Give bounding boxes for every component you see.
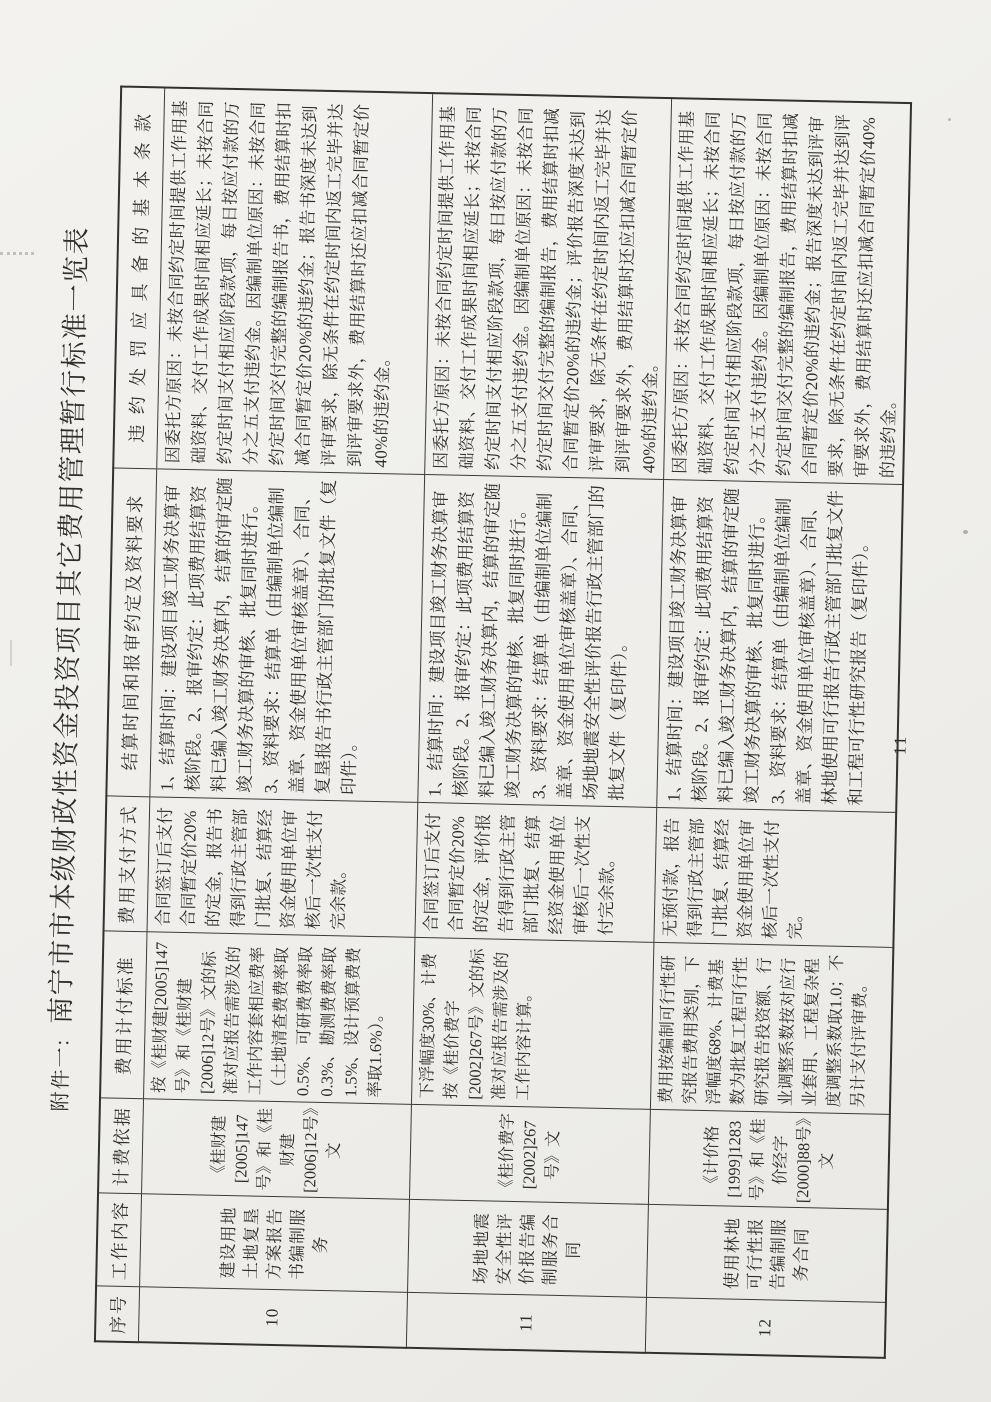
cell-fee-standard: 费用按编制可行性研究报告费用类别，下浮幅度68%、计费基数为批复工程可行性研究报告投资额、行业调整系数按对应行业套用、工程复杂程度调整系数取1.0；不另计支付评审费。 (650, 943, 893, 1115)
cell-fee-standard: 按《桂财建[2005]147号》和《桂财建[2006]12号》文的标准对应报告需涉及的工作内容套相应费率（土地清查费费率取0.5%、可研费费率取0.3%、勘测费费率取1.5%、设计预算费费率取1.6%）。 (143, 932, 414, 1105)
cell-settlement-terms: 1、结算时间：建设项目竣工财务决算审核阶段。2、报审约定：此项费用结算资料已编入竣工财务决算内，结算的审定随竣工财务决算的审核、批复同时进行。3、资料要求：结算单（由编制单位编制盖章、资金使用单位审核盖章）、合同、林地使用可行报告行政主管部门批复文件和工程可行性研究报告（复印件）。 (656, 480, 903, 813)
cell-settlement-terms: 1、结算时间：建设项目竣工财务决算审核阶段。2、报审约定：此项费用结算资料已编入竣工财务决算内，结算的审定随竣工财务决算的审核、批复同时进行。3、资料要求：结算单（由编制单位编制盖章、资金使用单位审核盖章）、合同、场地地震安全性评价报告行政主管部门的批复文件（复印件）。 (417, 475, 663, 808)
column-header-fee-basis: 计费依据 (98, 1098, 143, 1194)
column-header-fee-standard: 费用计付标准 (100, 931, 146, 1099)
cell-seq: 11 (406, 1293, 646, 1353)
column-header-work-content: 工作内容 (96, 1193, 141, 1287)
cell-work-content: 建设用地土地复垦方案报告书编制服务 (139, 1194, 409, 1293)
fee-standard-table (94, 86, 912, 1359)
column-header-payment-method: 费用支付方式 (104, 796, 150, 932)
cell-work-content: 使用林地可行性报告编制服务合同 (646, 1205, 888, 1303)
cell-work-content: 场地地震安全性评价报告编制服务合同 (407, 1200, 648, 1298)
cell-payment-method: 合同签订后支付合同暂定价20%的定金，评价报告得到行政主管部门批复、结算经资金使用单位审核后一次性支付完余款。 (414, 803, 656, 943)
cell-fee-basis: 《桂财建[2005]147号》和《桂财建[2006]12号》文 (141, 1099, 411, 1200)
attachment-label: 附件一: (49, 1037, 74, 1112)
cell-fee-basis: 《计价格[1999]1283号》和《桂价经字[2000]88号》文 (648, 1110, 890, 1210)
cell-payment-method: 无预付款，报告得到行政主管部门批复、结算经资金使用单位审核后一次性支付完。 (653, 808, 896, 948)
cell-breach-clause: 因委托方原因：未按合同约定时间提供工作用基础资料、交付工作成果时间相应延长；未按合同约定时间支付相应阶段款项，每日按应付款的万分之五支付违约金。因编制单位原因：未按合同约定时间交付完整的编制报告，费用结算时扣减合同暂定价20%的违约金；报告深度未达到评审要求，除无条件在约定时间内返工完毕并达到评审要求外，费用结算时还应扣减合同暂定价40%的违约金。 (663, 98, 911, 485)
cell-seq: 12 (645, 1298, 886, 1358)
page-number: 11 (890, 734, 910, 756)
cell-breach-clause: 因委托方原因：未按合同约定时间提供工作用基础资料、交付工作成果时间相应延长；未按合同约定时间支付相应阶段款项，每日按应付款的万分之五支付违约金。因编制单位原因：未按合同约定时间交付完整的编制报告，费用结算时扣减合同暂定价20%的违约金；评价报告深度未达到评审要求，除无条件在约定时间内返工完毕并达到评审要求外，费用结算时还应扣减合同暂定价40%的违约金。 (424, 93, 671, 480)
table-row-10 (138, 87, 432, 1347)
cell-settlement-terms: 1、结算时间：建设项目竣工财务决算审核阶段。2、报审约定：此项费用结算资料已编入竣工财务决算内，结算的审定随竣工财务决算的审核、批复同时进行。3、资料要求：结算单（由编制单位编制盖章、资金使用单位审核盖章）、合同、复垦报告书行政主管部门的批复文件（复印件）。 (149, 469, 424, 803)
table-row-11 (406, 93, 671, 1353)
page-title: 南宁市市本级财政性资金投资项目其它费用管理暂行标准一览表 (45, 225, 93, 1025)
cell-fee-basis: 《桂价费字[2002]267号》文 (409, 1105, 650, 1205)
cell-payment-method: 合同签订后支付合同暂定价20%的定金，报告书得到行政主管部门批复、结算经资金使用单位审核后一次性支付完余款。 (147, 797, 418, 938)
table-row-12 (645, 98, 911, 1358)
cell-breach-clause: 因委托方原因：未按合同约定时间提供工作用基础资料、交付工作成果时间相应延长；未按合同约定时间支付相应阶段款项，每日按应付款的万分之五支付违约金。因编制单位原因：未按合同约定时间交付完整的编制报告书，费用结算时扣减合同暂定价20%的违约金；报告书深度未达到评审要求，除无条件在约定时间内返工完毕并达到评审要求外，费用结算时还应扣减合同暂定价40%的违约金。 (156, 87, 432, 475)
cell-fee-standard: 下浮幅度30%、计费按《桂价费字[2002]267号》文的标准对应报告需涉及的工作内容计算。 (411, 938, 653, 1110)
cell-seq: 10 (138, 1287, 407, 1348)
column-header-settlement-terms: 结算时间和报审约定及资料要求 (106, 468, 156, 797)
column-header-breach-clause: 违约处罚应具备的基本条款 (113, 87, 164, 470)
title-band (37, 226, 95, 1112)
column-header-seq: 序号 (95, 1286, 139, 1342)
